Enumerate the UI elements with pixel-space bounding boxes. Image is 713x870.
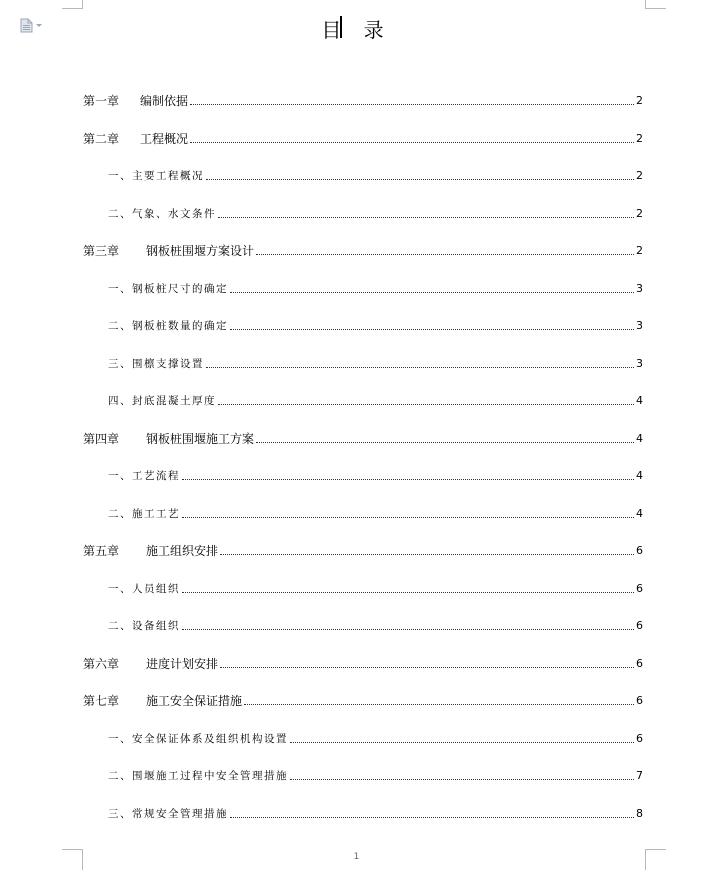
toc-entry-title: 气象、水文条件 bbox=[132, 207, 216, 220]
toc-entry-number: 一、 bbox=[108, 170, 132, 182]
toc-section-entry[interactable] bbox=[108, 767, 643, 783]
crop-mark-top-right bbox=[645, 0, 666, 9]
toc-entry-title: 施工安全保证措施 bbox=[146, 694, 243, 708]
page-number: 1 bbox=[353, 852, 360, 862]
toc-entry-page: 4 bbox=[636, 431, 643, 445]
toc-entry-page: 6 bbox=[636, 544, 643, 557]
toc-entry-page: 6 bbox=[636, 581, 643, 595]
toc-section-entry[interactable] bbox=[108, 580, 643, 596]
toc-section-entry[interactable] bbox=[108, 317, 643, 333]
toc-entry-title: 人员组织 bbox=[132, 582, 180, 595]
toc-entry-page: 2 bbox=[636, 206, 643, 220]
toc-entry-number: 二、 bbox=[108, 507, 132, 520]
toc-section-entry[interactable] bbox=[108, 392, 643, 408]
toc-entry-page: 8 bbox=[636, 806, 643, 820]
toc-leader-dots bbox=[182, 478, 634, 480]
toc-entry-number: 第六章 bbox=[83, 656, 120, 671]
toc-entry-number: 四、 bbox=[108, 395, 132, 407]
toc-entry-title: 围檩支撑设置 bbox=[132, 357, 204, 370]
crop-mark-top-left bbox=[62, 0, 83, 9]
toc-entry-number: 三、 bbox=[108, 357, 132, 370]
toc-section-entry[interactable] bbox=[108, 205, 643, 221]
toc-entry-title: 安全保证体系及组织机构设置 bbox=[132, 732, 288, 745]
toc-section-entry[interactable] bbox=[108, 730, 643, 746]
toc-leader-dots bbox=[244, 703, 634, 705]
toc-leader-dots bbox=[290, 741, 634, 743]
toc-section-entry[interactable] bbox=[108, 805, 643, 821]
toc-entry-title: 工程概况 bbox=[140, 131, 189, 146]
toc-entry-title: 主要工程概况 bbox=[132, 170, 204, 182]
toc-entry-number: 第七章 bbox=[83, 694, 120, 708]
toc-leader-dots bbox=[206, 178, 634, 180]
toc-entry-page: 6 bbox=[636, 694, 643, 707]
toc-entry-number: 第二章 bbox=[83, 131, 120, 146]
toc-entry-page: 4 bbox=[636, 469, 643, 482]
toc-section-entry[interactable] bbox=[108, 280, 643, 296]
toc-entry-page: 2 bbox=[636, 131, 643, 145]
toc-leader-dots bbox=[256, 441, 634, 443]
toc-entry-title: 钢板桩尺寸的确定 bbox=[132, 282, 228, 295]
toc-entry-number: 一、 bbox=[108, 582, 132, 595]
toc-entry-title: 围堰施工过程中安全管理措施 bbox=[132, 770, 288, 782]
toc-leader-dots bbox=[190, 141, 634, 143]
toc-section-entry[interactable] bbox=[108, 355, 643, 371]
toc-chapter-entry[interactable] bbox=[83, 542, 643, 558]
toc-leader-dots bbox=[190, 103, 634, 105]
toc-entry-page: 6 bbox=[636, 731, 643, 745]
toc-leader-dots bbox=[220, 553, 634, 555]
toc-chapter-entry[interactable] bbox=[83, 692, 643, 708]
toc-leader-dots bbox=[220, 666, 634, 668]
toc-entry-number: 二、 bbox=[108, 620, 132, 632]
toc-entry-page: 2 bbox=[636, 94, 643, 107]
toc-entry-number: 第一章 bbox=[83, 94, 120, 108]
toc-entry-page: 7 bbox=[636, 769, 643, 782]
toc-chapter-entry[interactable] bbox=[83, 92, 643, 108]
toc-entry-number: 三、 bbox=[108, 807, 132, 820]
toc-entry-number: 二、 bbox=[108, 207, 132, 220]
toc-entry-number: 第三章 bbox=[83, 244, 120, 258]
toc-entry-title: 钢板桩围堰方案设计 bbox=[146, 244, 255, 258]
toc-entry-number: 第四章 bbox=[83, 431, 120, 446]
toc-entry-number: 二、 bbox=[108, 320, 132, 332]
toc-leader-dots bbox=[182, 516, 634, 518]
toc-entry-title: 施工工艺 bbox=[132, 507, 180, 520]
toc-entry-number: 一、 bbox=[108, 470, 132, 482]
toc-entry-number: 一、 bbox=[108, 732, 132, 745]
toc-entry-page: 3 bbox=[636, 281, 643, 295]
toc-leader-dots bbox=[218, 216, 634, 218]
toc-chapter-entry[interactable] bbox=[83, 130, 643, 146]
toc-leader-dots bbox=[230, 291, 634, 293]
toc-entry-title: 设备组织 bbox=[132, 620, 180, 632]
toc-entry-number: 二、 bbox=[108, 770, 132, 782]
toc-entry-page: 6 bbox=[636, 656, 643, 670]
toc-chapter-entry[interactable] bbox=[83, 655, 643, 671]
toc-entry-title: 钢板桩数量的确定 bbox=[132, 320, 228, 332]
toc-entry-page: 4 bbox=[636, 506, 643, 520]
toc-section-entry[interactable] bbox=[108, 505, 643, 521]
toc-entry-title: 工艺流程 bbox=[132, 470, 180, 482]
toc-entry-page: 3 bbox=[636, 319, 643, 332]
page-title: 目 录 bbox=[321, 18, 392, 42]
toc-leader-dots bbox=[182, 628, 634, 630]
toc-leader-dots bbox=[290, 778, 634, 780]
toc-entry-title: 封底混凝土厚度 bbox=[132, 395, 216, 407]
toc-entry-page: 3 bbox=[636, 356, 643, 370]
toc-section-entry[interactable] bbox=[108, 467, 643, 483]
toc-leader-dots bbox=[256, 253, 634, 255]
toc-leader-dots bbox=[230, 328, 634, 330]
toc-entry-title: 进度计划安排 bbox=[146, 656, 219, 671]
toc-leader-dots bbox=[230, 816, 634, 818]
toc-entry-page: 4 bbox=[636, 394, 643, 407]
toc-entry-title: 施工组织安排 bbox=[146, 544, 219, 558]
toc-leader-dots bbox=[218, 403, 634, 405]
toc-entry-page: 6 bbox=[636, 619, 643, 632]
toc-section-entry[interactable] bbox=[108, 617, 643, 633]
toc-entry-title: 编制依据 bbox=[140, 94, 189, 108]
toc-leader-dots bbox=[182, 591, 634, 593]
toc-chapter-entry[interactable] bbox=[83, 242, 643, 258]
toc-entry-title: 钢板桩围堰施工方案 bbox=[146, 431, 255, 446]
toc-entry-number: 一、 bbox=[108, 282, 132, 295]
toc-entry-title: 常规安全管理措施 bbox=[132, 807, 228, 820]
toc-entry-page: 2 bbox=[636, 244, 643, 257]
toc-leader-dots bbox=[206, 366, 634, 368]
toc-entry-page: 2 bbox=[636, 169, 643, 182]
toc-chapter-entry[interactable] bbox=[83, 430, 643, 446]
toc-entry-number: 第五章 bbox=[83, 544, 120, 558]
toc-section-entry[interactable] bbox=[108, 167, 643, 183]
